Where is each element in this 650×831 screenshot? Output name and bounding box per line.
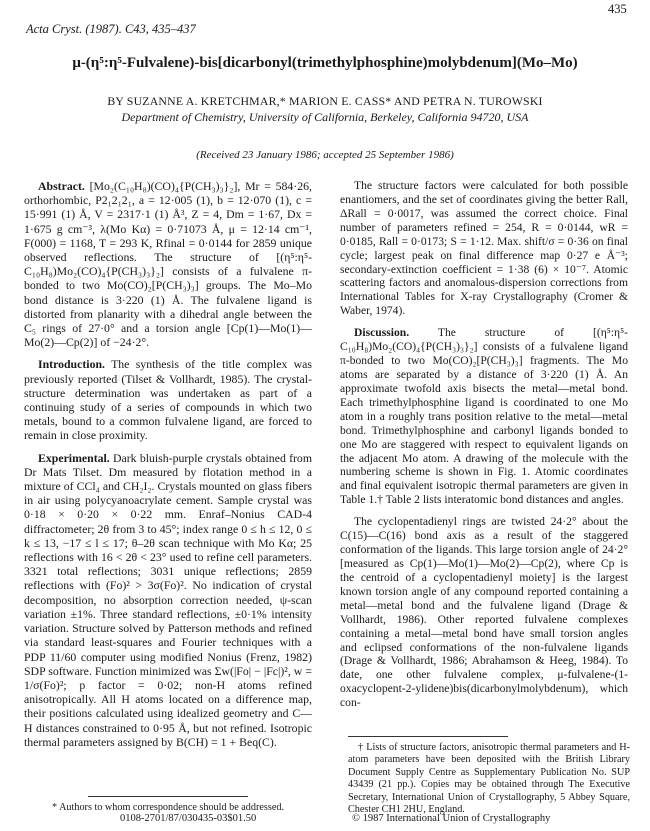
copyright-line: © 1987 International Union of Crystallography <box>352 813 551 824</box>
discussion-heading: Discussion. <box>354 326 410 340</box>
footnote-correspondence: * Authors to whom correspondence should be addressed. <box>52 802 284 813</box>
author-list: BY SUZANNE A. KRETCHMAR,* MARION E. CASS* AND PETRA N. TUROWSKI <box>107 94 543 108</box>
page-number: 435 <box>608 2 627 16</box>
footnote-rule-right <box>348 736 508 737</box>
abstract-paragraph <box>24 179 312 349</box>
experimental-text: Dark bluish-purple crystals obtained from Dr Mats Tilset. Dm measured by flotation method in a mixture of CCl₄ and CH₂I₂. Crystals mounted on glass fibers in air using polycyanoacrylate cement. Sample crystal was 0·18 × 0·20 × 0·22 mm. Enraf–Nonius CAD-4 diffractometer; 2θ from 3 to 45°; index range 0 ≤ h ≤ 12, 0 ≤ k ≤ 13, −17 ≤ l ≤ 17; θ–2θ scan technique with Mo Kα; 25 reflections with 16 < 2θ < 23° used to refine cell parameters. 3321 total reflections; 3031 unique reflections; 2859 reflections with (Fo)² > 3σ(Fo)². No indication of crystal decomposition, no absorption correction needed, ψ-scan variation ±1%. Three standard reflections, ±0·1% intensity variation. Structure solved by Patterson methods and refined via standard least-squares and Fourier techniques with a PDP 11/60 computer using modified Nonius (Frenz, 1982) SDP software. Function minimized was Σw(|Fo| − |Fc|)², w = 1/σ(Fo)²; p factor = 0·02; non-H atoms refined anisotropically. All H atoms located on a difference map, their positions calculated using idealized geometry and C—H distances constrained to 0·95 Å, but not refined. Isotropic thermal parameters assigned by B(CH) = 1 + Beq(C). <box>24 450 312 749</box>
received-dates: (Received 23 January 1986; accepted 25 September 1986) <box>196 149 454 161</box>
introduction-heading: Introduction. <box>38 357 105 372</box>
introduction-paragraph <box>24 357 312 442</box>
abstract-heading: Abstract. <box>38 179 85 193</box>
refinement-paragraph: The structure factors were calculated for both possible enantiomers, and the set of coordinates giving the better Rall, ΔRall = 0·0017, was assumed the correct choice. Final number of parameters refined = 254, R = 0·0144, wR = 0·0185, Rall = 0·0173; S = 1·12. Max. shift/σ = 0·36 on final cycle; largest peak on final difference map 0·27 e Å⁻³; secondary-extinction coefficient = 1·38 (6) × 10⁻⁷. Atomic scattering factors and anomalous-dispersion corrections from International Tables for X-ray Crystallography (Cromer & Waber, 1974). <box>340 179 628 318</box>
journal-citation: Acta Cryst. (1987). C43, 435–437 <box>26 22 196 36</box>
torsion-paragraph: The cyclopentadienyl rings are twisted 24·2° about the C(15)—C(16) bond axis as a result of the staggered conformation of the ligands. This large torsion angle of 24·2° [measured as Cp(1)—Mo(1)—Mo(2)—Cp(2), where Cp is the centroid of a cyclopentadienyl moiety] is the largest known torsion angle of any compound reported containing a metal—metal bond and the fulvalene ligand (Drage & Vollhardt, 1986). Other reported fulvalene complexes containing a metal—metal bond have small torsion angles and eclipsed conformations of the non-fulvalene ligands (Drage & Vollhardt, 1986; Abrahamson & Heeg, 1984). To date, one other fulvalene complex, μ-fulvalene-(1-oxacyclopent-2-ylidene)bis(dicarbonylmolybdenum), which con- <box>340 515 628 710</box>
publication-code: 0108-2701/87/030435-03$01.50 <box>120 813 257 824</box>
experimental-paragraph <box>24 451 312 749</box>
experimental-heading: Experimental. <box>38 450 110 465</box>
article-title: μ-(η⁵:η⁵-Fulvalene)-bis[dicarbonyl(trimethylphosphine)molybdenum](Mo–Mo) <box>72 55 578 71</box>
discussion-paragraph <box>340 326 628 507</box>
left-column <box>24 179 312 757</box>
introduction-text: The synthesis of the title complex was previously reported (Tilset & Vollhardt, 1985). The crystal-structure determination was undertaken as part of a continuing study of a series of compounds in which two metals, bound to a common fulvalene ligand, are forced to remain in close proximity. <box>24 357 312 443</box>
abstract-text: [Mo₂(C₁₀H₈)(CO)₄{P(CH₃)₃}₂], Mr = 584·26, orthorhombic, P2₁2₁2₁, a = 12·005 (1), b = 12·070 (1), c = 15·991 (1) Å, V = 2317·1 (1) Å³, Z = 4, Dm = 1·67, Dx = 1·675 g cm⁻³, λ(Mo Kα) = 0·71073 Å, μ = 12·14 cm⁻¹, F(000) = 1168, T = 293 K, Rfinal = 0·0144 for 2859 unique observed reflections. The structure of [(η⁵:η⁵-C₁₀H₈)Mo₂(CO)₄{P(CH₃)₃}₂] consists of a fulvalene π-bonded to two Mo(CO)₂[P(CH₃)₃] groups. The Mo–Mo bond distance is 3·220 (1) Å. The fulvalene ligand is distorted from planarity with a dihedral angle between the C₅ rings of 27·0° and a torsion angle [Cp(1)—Mo(1)—Mo(2)—Cp(2)] of −24·2°. <box>24 179 312 350</box>
footnote-rule-left <box>88 796 248 797</box>
affiliation: Department of Chemistry, University of California, Berkeley, California 94720, USA <box>121 110 529 124</box>
footnote-deposition: † Lists of structure factors, anisotropic thermal parameters and H-atom parameters have been deposited with the British Library Document Supply Centre as Supplementary Publication No. SUP 43439 (21 pp.). Copies may be obtained through The Executive Secretary, International Union of Crystallography, 5 Abbey Square, Chester CH1 2HU, England. <box>348 742 630 816</box>
right-column <box>340 179 628 718</box>
discussion-text: The structure of [(η⁵:η⁵-C₁₀H₈)Mo₂(CO)₄{P(CH₃)₃}₂] consists of a fulvalene ligand π-bonded to two Mo(CO)₂[P(CH₃)₃] fragments. The Mo atoms are separated by a distance of 3·220 (1) Å. An approximate twofold axis bisects the metal—metal bond. Each trimethylphosphine ligand is coordinated to one Mo atom in a roughly trans position relative to the metal—metal bond. Trimethylphosphine and carbonyl ligands bonded to one Mo are staggered with respect to equivalent ligands on the adjacent Mo atom. A drawing of the molecule with the numbering scheme is shown in Fig. 1. Atomic coordinates and final equivalent isotropic thermal parameters are given in Table 1.† Table 2 lists interatomic bond distances and angles. <box>340 326 628 507</box>
